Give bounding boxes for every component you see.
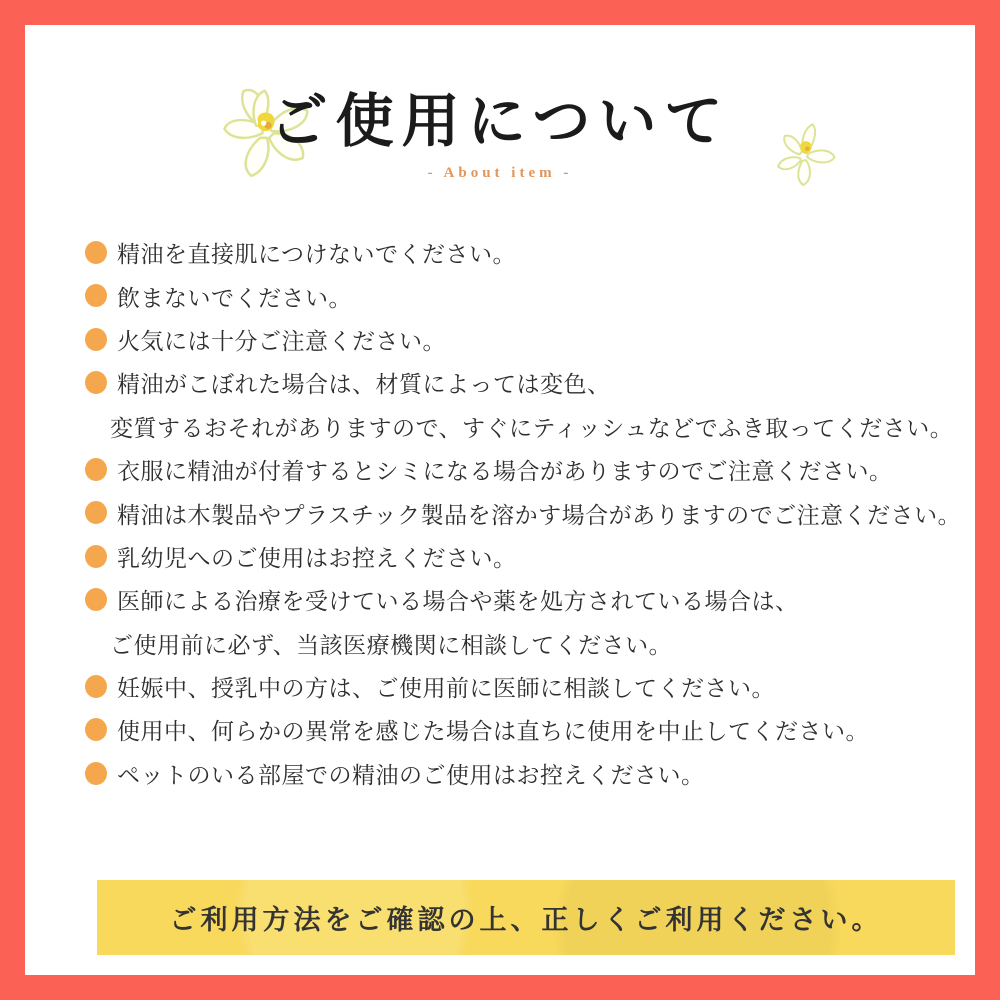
list-item-text: 妊娠中、授乳中の方は、ご使用前に医師に相談してください。	[117, 675, 775, 702]
bullet-icon	[85, 371, 107, 394]
list-item-text-continued: ご使用前に必ず、当該医療機関に相談してください。	[110, 631, 673, 658]
bullet-icon	[85, 458, 107, 481]
list-item	[85, 274, 935, 317]
list-item	[85, 318, 935, 361]
list-item-text: 火気には十分ご注意ください。	[117, 327, 446, 354]
flower-icon-right	[763, 115, 845, 197]
list-item	[85, 708, 935, 751]
list-item-text: 使用中、何らかの異常を感じた場合は直ちに使用を中止してください。	[117, 718, 869, 745]
bullet-icon	[85, 545, 107, 568]
list-item-lines	[110, 361, 954, 448]
list-item	[85, 665, 935, 708]
page-title: ご使用について	[269, 89, 731, 154]
list-item	[85, 578, 935, 665]
list-item-lines	[117, 491, 962, 534]
bullet-icon	[85, 762, 107, 785]
list-item-lines	[110, 578, 935, 665]
list-item	[85, 448, 935, 491]
list-item-lines	[117, 535, 935, 578]
list-item-text: 精油を直接肌につけないでください。	[117, 241, 517, 268]
list-item-text: 乳幼児へのご使用はお控えください。	[117, 544, 517, 571]
list-item-lines	[117, 665, 935, 708]
header	[25, 73, 975, 203]
list-item-text: 精油は木製品やプラスチック製品を溶かす場合がありますのでご注意ください。	[117, 501, 962, 528]
footer-banner-text: ご利用方法をご確認の上、正しくご利用ください。	[169, 905, 883, 935]
list-item	[85, 752, 935, 795]
precautions-list	[85, 231, 962, 795]
list-item-lines	[117, 708, 935, 751]
bullet-icon	[85, 284, 107, 307]
list-item	[85, 535, 935, 578]
list-item-text: ペットのいる部屋での精油のご使用はお控えください。	[117, 761, 705, 788]
bullet-icon	[85, 328, 107, 351]
list-item-text: 医師による治療を受けている場合や薬を処方されている場合は、	[117, 588, 799, 615]
list-item-text: 飲まないでください。	[117, 284, 352, 311]
list-item-lines	[117, 274, 935, 317]
list-item-lines	[117, 318, 935, 361]
bullet-icon	[85, 501, 107, 524]
list-item	[85, 231, 935, 274]
list-item-lines	[117, 752, 935, 795]
bullet-icon	[85, 675, 107, 698]
list-item-text: 精油がこぼれた場合は、材質によっては変色、	[117, 371, 611, 398]
list-item-text: 衣服に精油が付着するとシミになる場合がありますのでご注意ください。	[117, 458, 893, 485]
list-item	[85, 491, 962, 534]
list-item	[85, 361, 954, 448]
footer-banner	[97, 880, 955, 955]
list-item-lines	[117, 231, 935, 274]
bullet-icon	[85, 588, 107, 611]
page-subtitle: - About item -	[427, 165, 573, 181]
list-item-lines	[117, 448, 935, 491]
bullet-icon	[85, 241, 107, 264]
list-item-text-continued: 変質するおそれがありますので、すぐにティッシュなどでふき取ってください。	[110, 414, 954, 441]
content-area	[25, 25, 975, 975]
bullet-icon	[85, 718, 107, 741]
